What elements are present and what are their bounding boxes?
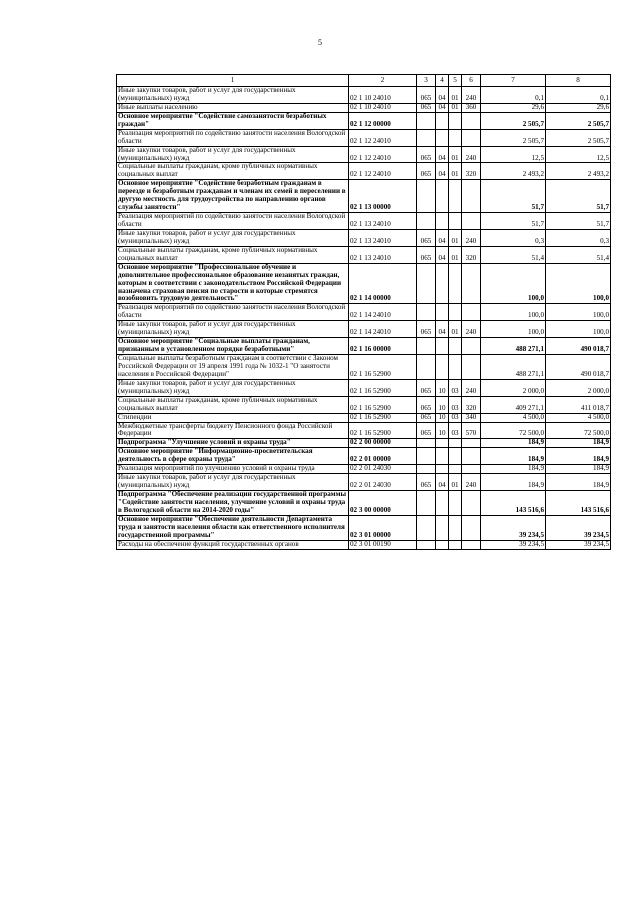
row-code: 02 2 01 24030 bbox=[349, 474, 417, 491]
row-code: 02 2 00 00000 bbox=[349, 439, 417, 448]
header-cell: 4 bbox=[436, 75, 449, 87]
row-code: 02 1 16 52900 bbox=[349, 355, 417, 380]
row-code: 02 1 14 24010 bbox=[349, 321, 417, 338]
row-admin-code bbox=[417, 129, 436, 146]
row-admin-code: 065 bbox=[417, 422, 436, 439]
row-admin-code: 065 bbox=[417, 413, 436, 422]
row-expense-type bbox=[462, 213, 481, 230]
row-amount-year1: 2 000,0 bbox=[481, 379, 546, 396]
table-row bbox=[117, 439, 611, 448]
row-admin-code bbox=[417, 491, 436, 516]
row-amount-year1: 100,0 bbox=[481, 304, 546, 321]
row-amount-year2: 2 505,7 bbox=[546, 112, 611, 129]
table-row bbox=[117, 180, 611, 213]
row-amount-year1: 0,3 bbox=[481, 229, 546, 246]
row-code: 02 1 16 52900 bbox=[349, 379, 417, 396]
row-code: 02 1 12 24010 bbox=[349, 146, 417, 163]
row-code: 02 1 16 52900 bbox=[349, 413, 417, 422]
row-expense-type bbox=[462, 355, 481, 380]
row-name: Основное мероприятие "Социальные выплаты гражданам, признанным в установленном порядке безработными" bbox=[117, 338, 349, 355]
row-admin-code: 065 bbox=[417, 321, 436, 338]
row-section: 10 bbox=[436, 413, 449, 422]
row-expense-type: 320 bbox=[462, 396, 481, 413]
row-name: Социальные выплаты гражданам, кроме публичных нормативных социальных выплат bbox=[117, 396, 349, 413]
row-admin-code: 065 bbox=[417, 396, 436, 413]
row-expense-type: 360 bbox=[462, 103, 481, 112]
row-admin-code bbox=[417, 112, 436, 129]
row-code: 02 1 12 00000 bbox=[349, 112, 417, 129]
row-amount-year2: 51,7 bbox=[546, 180, 611, 213]
row-name: Иные закупки товаров, работ и услуг для государственных (муниципальных) нужд bbox=[117, 321, 349, 338]
row-name: Подпрограмма "Обеспечение реализации государственной программы "Содействие занятости населения, улучшение условий и охраны труда в Вологодской области на 2014-2020 годы" bbox=[117, 491, 349, 516]
row-name: Основное мероприятие "Содействие самозанятости безработных граждан" bbox=[117, 112, 349, 129]
row-subsection bbox=[449, 540, 462, 549]
row-section bbox=[436, 213, 449, 230]
row-subsection bbox=[449, 112, 462, 129]
row-amount-year1: 143 516,6 bbox=[481, 491, 546, 516]
row-code: 02 2 01 00000 bbox=[349, 448, 417, 465]
row-expense-type bbox=[462, 304, 481, 321]
row-admin-code bbox=[417, 180, 436, 213]
row-amount-year2: 12,5 bbox=[546, 146, 611, 163]
row-code: 02 1 16 00000 bbox=[349, 338, 417, 355]
row-section bbox=[436, 465, 449, 474]
row-subsection: 03 bbox=[449, 413, 462, 422]
row-section bbox=[436, 448, 449, 465]
row-section bbox=[436, 439, 449, 448]
table-row bbox=[117, 396, 611, 413]
table-row bbox=[117, 491, 611, 516]
row-amount-year2: 100,0 bbox=[546, 304, 611, 321]
row-amount-year1: 39 234,5 bbox=[481, 540, 546, 549]
row-amount-year2: 2 505,7 bbox=[546, 129, 611, 146]
row-expense-type: 240 bbox=[462, 229, 481, 246]
table-row bbox=[117, 103, 611, 112]
row-code: 02 1 10 24010 bbox=[349, 87, 417, 104]
row-admin-code: 065 bbox=[417, 474, 436, 491]
row-code: 02 1 14 24010 bbox=[349, 304, 417, 321]
row-expense-type: 240 bbox=[462, 321, 481, 338]
row-amount-year1: 0,1 bbox=[481, 87, 546, 104]
row-section bbox=[436, 491, 449, 516]
row-code: 02 1 14 00000 bbox=[349, 263, 417, 304]
row-subsection bbox=[449, 129, 462, 146]
header-cell: 5 bbox=[449, 75, 462, 87]
row-expense-type bbox=[462, 491, 481, 516]
row-section: 04 bbox=[436, 246, 449, 263]
row-subsection: 01 bbox=[449, 146, 462, 163]
row-code: 02 3 00 00000 bbox=[349, 491, 417, 516]
row-subsection: 03 bbox=[449, 379, 462, 396]
row-amount-year2: 184,9 bbox=[546, 439, 611, 448]
row-expense-type bbox=[462, 540, 481, 549]
table-row bbox=[117, 413, 611, 422]
row-admin-code bbox=[417, 338, 436, 355]
row-amount-year1: 184,9 bbox=[481, 474, 546, 491]
row-admin-code: 065 bbox=[417, 103, 436, 112]
row-subsection: 01 bbox=[449, 103, 462, 112]
row-section: 10 bbox=[436, 422, 449, 439]
row-name: Реализация мероприятий по содействию занятости населения Вологодской области bbox=[117, 304, 349, 321]
row-amount-year2: 51,4 bbox=[546, 246, 611, 263]
row-amount-year1: 51,7 bbox=[481, 180, 546, 213]
row-amount-year1: 488 271,1 bbox=[481, 355, 546, 380]
table-row bbox=[117, 246, 611, 263]
row-admin-code bbox=[417, 263, 436, 304]
row-name: Социальные выплаты гражданам, кроме публичных нормативных социальных выплат bbox=[117, 246, 349, 263]
row-expense-type: 240 bbox=[462, 474, 481, 491]
row-name: Подпрограмма "Улучшение условий и охраны труда" bbox=[117, 439, 349, 448]
row-expense-type bbox=[462, 112, 481, 129]
row-name: Иные закупки товаров, работ и услуг для государственных (муниципальных) нужд bbox=[117, 229, 349, 246]
row-amount-year1: 29,6 bbox=[481, 103, 546, 112]
row-name: Иные выплаты населению bbox=[117, 103, 349, 112]
row-amount-year2: 51,7 bbox=[546, 213, 611, 230]
table-row bbox=[117, 229, 611, 246]
row-amount-year2: 143 516,6 bbox=[546, 491, 611, 516]
row-amount-year1: 184,9 bbox=[481, 448, 546, 465]
row-subsection bbox=[449, 180, 462, 213]
row-admin-code: 065 bbox=[417, 246, 436, 263]
row-section bbox=[436, 129, 449, 146]
row-subsection bbox=[449, 263, 462, 304]
row-subsection: 01 bbox=[449, 474, 462, 491]
table-row bbox=[117, 515, 611, 540]
row-subsection bbox=[449, 355, 462, 380]
row-amount-year1: 2 493,2 bbox=[481, 163, 546, 180]
row-amount-year2: 184,9 bbox=[546, 465, 611, 474]
row-amount-year1: 488 271,1 bbox=[481, 338, 546, 355]
row-admin-code bbox=[417, 355, 436, 380]
row-admin-code: 065 bbox=[417, 229, 436, 246]
row-expense-type bbox=[462, 448, 481, 465]
row-code: 02 1 12 24010 bbox=[349, 129, 417, 146]
row-expense-type: 240 bbox=[462, 146, 481, 163]
row-subsection bbox=[449, 439, 462, 448]
row-code: 02 2 01 24030 bbox=[349, 465, 417, 474]
row-subsection: 01 bbox=[449, 246, 462, 263]
row-amount-year1: 51,4 bbox=[481, 246, 546, 263]
row-section: 10 bbox=[436, 379, 449, 396]
header-cell: 2 bbox=[349, 75, 417, 87]
row-amount-year2: 411 018,7 bbox=[546, 396, 611, 413]
row-expense-type: 320 bbox=[462, 163, 481, 180]
row-name: Реализация мероприятий по улучшению условий и охраны труда bbox=[117, 465, 349, 474]
row-expense-type: 240 bbox=[462, 379, 481, 396]
row-amount-year1: 72 500,0 bbox=[481, 422, 546, 439]
row-expense-type bbox=[462, 465, 481, 474]
row-subsection bbox=[449, 213, 462, 230]
row-subsection: 03 bbox=[449, 422, 462, 439]
row-section: 04 bbox=[436, 474, 449, 491]
row-amount-year2: 39 234,5 bbox=[546, 515, 611, 540]
table-row bbox=[117, 474, 611, 491]
row-subsection bbox=[449, 304, 462, 321]
row-code: 02 3 01 00190 bbox=[349, 540, 417, 549]
row-name: Социальные выплаты гражданам, кроме публичных нормативных социальных выплат bbox=[117, 163, 349, 180]
row-subsection: 01 bbox=[449, 87, 462, 104]
row-expense-type bbox=[462, 180, 481, 213]
row-name: Реализация мероприятий по содействию занятости населения Вологодской области bbox=[117, 129, 349, 146]
row-section bbox=[436, 263, 449, 304]
row-amount-year2: 100,0 bbox=[546, 263, 611, 304]
row-subsection bbox=[449, 448, 462, 465]
row-code: 02 1 16 52900 bbox=[349, 422, 417, 439]
table-row bbox=[117, 379, 611, 396]
row-name: Основное мероприятие "Профессиональное обучение и дополнительное профессиональное образование незанятых граждан, которым в соответствии с законодательством Российской Федерации назначена страховая пенсия по старости и которые стремятся возобновить трудовую деятельность" bbox=[117, 263, 349, 304]
row-subsection bbox=[449, 515, 462, 540]
row-amount-year2: 2 493,2 bbox=[546, 163, 611, 180]
row-name: Основное мероприятие "Информационно-просветительская деятельность в сфере охраны труда" bbox=[117, 448, 349, 465]
budget-table bbox=[116, 74, 611, 550]
row-amount-year1: 409 271,1 bbox=[481, 396, 546, 413]
header-cell: 3 bbox=[417, 75, 436, 87]
row-amount-year2: 4 500,0 bbox=[546, 413, 611, 422]
header-cell: 6 bbox=[462, 75, 481, 87]
row-amount-year2: 184,9 bbox=[546, 448, 611, 465]
row-subsection: 03 bbox=[449, 396, 462, 413]
row-code: 02 1 12 24010 bbox=[349, 163, 417, 180]
table-row bbox=[117, 422, 611, 439]
row-admin-code: 065 bbox=[417, 379, 436, 396]
row-section bbox=[436, 540, 449, 549]
row-section bbox=[436, 180, 449, 213]
row-amount-year1: 12,5 bbox=[481, 146, 546, 163]
row-expense-type bbox=[462, 515, 481, 540]
row-amount-year2: 29,6 bbox=[546, 103, 611, 112]
row-admin-code bbox=[417, 448, 436, 465]
row-section: 04 bbox=[436, 163, 449, 180]
row-expense-type bbox=[462, 439, 481, 448]
row-admin-code bbox=[417, 540, 436, 549]
table-row bbox=[117, 465, 611, 474]
table-row bbox=[117, 129, 611, 146]
row-subsection: 01 bbox=[449, 321, 462, 338]
row-code: 02 1 13 24010 bbox=[349, 246, 417, 263]
row-amount-year2: 490 018,7 bbox=[546, 338, 611, 355]
row-amount-year2: 72 500,0 bbox=[546, 422, 611, 439]
row-name: Иные закупки товаров, работ и услуг для государственных (муниципальных) нужд bbox=[117, 379, 349, 396]
row-amount-year1: 2 505,7 bbox=[481, 112, 546, 129]
row-admin-code bbox=[417, 439, 436, 448]
row-code: 02 1 13 00000 bbox=[349, 180, 417, 213]
row-subsection bbox=[449, 338, 462, 355]
row-section: 04 bbox=[436, 146, 449, 163]
row-subsection: 01 bbox=[449, 163, 462, 180]
row-section: 04 bbox=[436, 321, 449, 338]
row-expense-type: 340 bbox=[462, 413, 481, 422]
row-expense-type: 320 bbox=[462, 246, 481, 263]
table-row bbox=[117, 112, 611, 129]
row-name: Основное мероприятие "Содействие безработным гражданам в переезде и безработным гражданам и членам их семей в переселении в другую местность для трудоустройства по направлению органов службы занятости" bbox=[117, 180, 349, 213]
table-row bbox=[117, 448, 611, 465]
row-amount-year2: 39 234,5 bbox=[546, 540, 611, 549]
row-section: 04 bbox=[436, 229, 449, 246]
table-row bbox=[117, 540, 611, 549]
row-amount-year2: 2 000,0 bbox=[546, 379, 611, 396]
row-section bbox=[436, 304, 449, 321]
row-code: 02 3 01 00000 bbox=[349, 515, 417, 540]
row-amount-year2: 490 018,7 bbox=[546, 355, 611, 380]
table-row bbox=[117, 355, 611, 380]
table-row bbox=[117, 87, 611, 104]
row-name: Социальные выплаты безработным гражданам в соответствии с Законом Российской Федерации от 19 апреля 1991 года № 1032-1 "О занятости населения в Российской Федерации" bbox=[117, 355, 349, 380]
table-header-row bbox=[117, 75, 611, 87]
row-section bbox=[436, 338, 449, 355]
row-section bbox=[436, 355, 449, 380]
row-section bbox=[436, 515, 449, 540]
table-row bbox=[117, 146, 611, 163]
row-admin-code bbox=[417, 213, 436, 230]
row-admin-code: 065 bbox=[417, 163, 436, 180]
row-name: Реализация мероприятий по содействию занятости населения Вологодской области bbox=[117, 213, 349, 230]
table-row bbox=[117, 304, 611, 321]
row-amount-year2: 184,9 bbox=[546, 474, 611, 491]
row-amount-year1: 184,9 bbox=[481, 465, 546, 474]
row-admin-code bbox=[417, 304, 436, 321]
row-expense-type: 240 bbox=[462, 87, 481, 104]
row-name: Иные закупки товаров, работ и услуг для государственных (муниципальных) нужд bbox=[117, 146, 349, 163]
row-section: 04 bbox=[436, 87, 449, 104]
row-code: 02 1 13 24010 bbox=[349, 213, 417, 230]
row-expense-type bbox=[462, 129, 481, 146]
row-amount-year1: 2 505,7 bbox=[481, 129, 546, 146]
header-cell: 8 bbox=[546, 75, 611, 87]
row-section: 04 bbox=[436, 103, 449, 112]
row-subsection bbox=[449, 465, 462, 474]
row-amount-year1: 4 500,0 bbox=[481, 413, 546, 422]
row-name: Расходы на обеспечение функций государственных органов bbox=[117, 540, 349, 549]
row-amount-year2: 0,3 bbox=[546, 229, 611, 246]
row-admin-code: 065 bbox=[417, 146, 436, 163]
table-row bbox=[117, 263, 611, 304]
table-row bbox=[117, 163, 611, 180]
row-code: 02 1 10 24010 bbox=[349, 103, 417, 112]
row-amount-year1: 39 234,5 bbox=[481, 515, 546, 540]
row-admin-code bbox=[417, 515, 436, 540]
row-amount-year1: 51,7 bbox=[481, 213, 546, 230]
row-amount-year2: 0,1 bbox=[546, 87, 611, 104]
table-row bbox=[117, 321, 611, 338]
row-name: Стипендии bbox=[117, 413, 349, 422]
row-subsection: 01 bbox=[449, 229, 462, 246]
row-name: Иные закупки товаров, работ и услуг для государственных (муниципальных) нужд bbox=[117, 87, 349, 104]
row-amount-year1: 100,0 bbox=[481, 321, 546, 338]
row-amount-year1: 184,9 bbox=[481, 439, 546, 448]
row-section: 10 bbox=[436, 396, 449, 413]
row-amount-year1: 100,0 bbox=[481, 263, 546, 304]
header-cell: 7 bbox=[481, 75, 546, 87]
row-admin-code bbox=[417, 465, 436, 474]
page-number: 5 bbox=[318, 38, 322, 47]
row-expense-type bbox=[462, 263, 481, 304]
row-expense-type bbox=[462, 338, 481, 355]
row-admin-code: 065 bbox=[417, 87, 436, 104]
row-name: Иные закупки товаров, работ и услуг для государственных (муниципальных) нужд bbox=[117, 474, 349, 491]
row-section bbox=[436, 112, 449, 129]
table-row bbox=[117, 338, 611, 355]
row-expense-type: 570 bbox=[462, 422, 481, 439]
row-name: Межбюджетные трансферты бюджету Пенсионного фонда Российской Федерации bbox=[117, 422, 349, 439]
row-amount-year2: 100,0 bbox=[546, 321, 611, 338]
table-row bbox=[117, 213, 611, 230]
header-cell: 1 bbox=[117, 75, 349, 87]
row-code: 02 1 16 52900 bbox=[349, 396, 417, 413]
row-code: 02 1 13 24010 bbox=[349, 229, 417, 246]
row-subsection bbox=[449, 491, 462, 516]
row-name: Основное мероприятие "Обеспечение деятельности Департамента труда и занятости населения области как ответственного исполнителя государственной программы" bbox=[117, 515, 349, 540]
